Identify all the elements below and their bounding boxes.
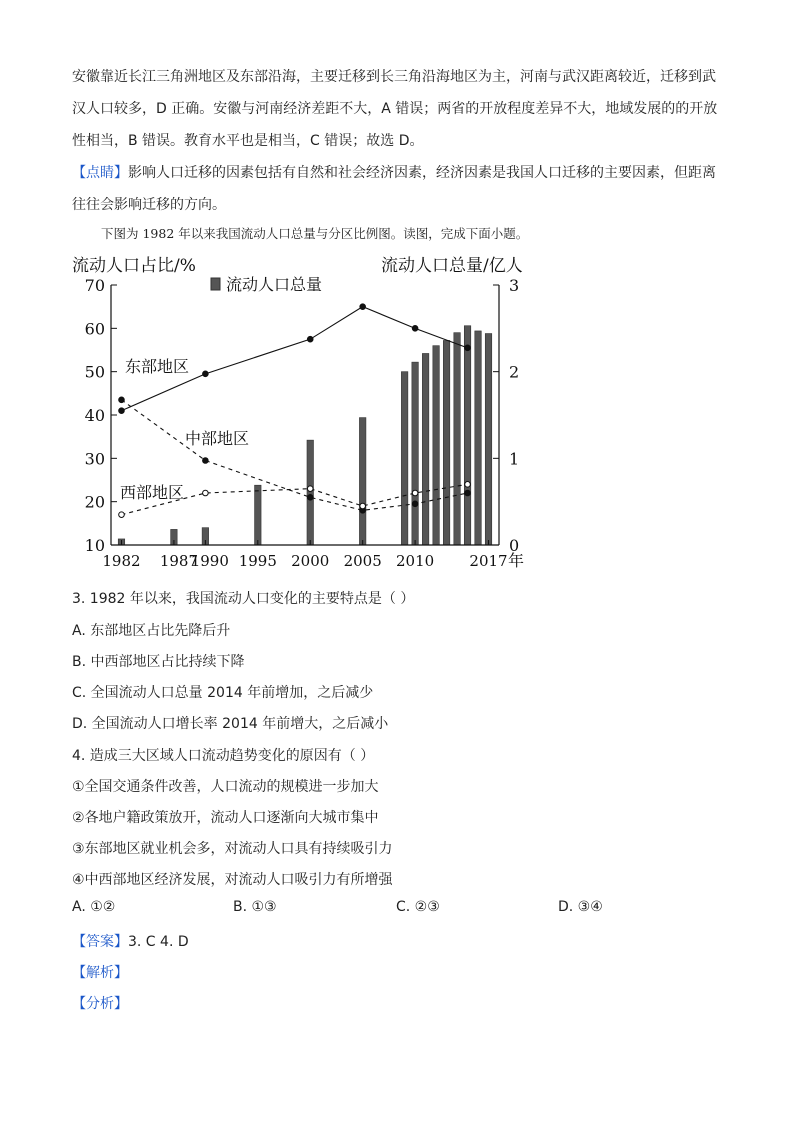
series-2-point-1 xyxy=(203,490,209,496)
q3-option-a[interactable]: A. 东部地区占比先降后升 xyxy=(72,623,231,639)
bar-2016 xyxy=(475,331,482,545)
bar-2014 xyxy=(454,333,461,545)
population-chart xyxy=(68,250,538,578)
series-2-point-5 xyxy=(465,482,471,488)
series-label-1: 中部地区 xyxy=(185,429,250,448)
bar-2000 xyxy=(307,440,314,545)
series-0-point-2 xyxy=(307,336,313,342)
bar-2015 xyxy=(464,326,471,545)
series-1-point-0 xyxy=(119,397,125,403)
bar-2005 xyxy=(359,418,366,545)
left-tick-label-70: 70 xyxy=(84,276,105,295)
q3-option-d[interactable]: D. 全国流动人口增长率 2014 年前增大，之后减小 xyxy=(72,716,389,732)
q3-option-c[interactable]: C. 全国流动人口总量 2014 年前增加，之后减少 xyxy=(72,685,374,701)
series-0-point-0 xyxy=(119,408,125,414)
tip-body: 影响人口迁移的因素包括有自然和社会经济因素，经济因素是我国人口迁移的主要因素，但距离往往会影响迁移的方向。 xyxy=(72,165,716,213)
right-tick-label-0: 0 xyxy=(509,536,520,555)
series-2-point-4 xyxy=(412,490,418,496)
left-tick-label-20: 20 xyxy=(84,492,105,512)
left-tick-label-40: 40 xyxy=(84,406,105,425)
bar-2013 xyxy=(443,340,450,545)
right-tick-label-1: 1 xyxy=(509,449,520,469)
x-tick-label-2000: 2000 xyxy=(291,552,330,570)
x-tick-label-2017: 2017 xyxy=(469,552,508,570)
bar-2009 xyxy=(401,372,408,545)
tip-tag: 【点睛】 xyxy=(72,165,128,181)
legend-label: 流动人口总量 xyxy=(226,275,323,294)
bar-1995 xyxy=(255,485,261,545)
fenxi-heading: 【分析】 xyxy=(72,996,128,1012)
bar-2011 xyxy=(422,353,429,545)
series-label-0: 东部地区 xyxy=(125,357,190,376)
x-tick-label-1995: 1995 xyxy=(238,552,277,570)
series-1-point-5 xyxy=(465,490,471,496)
x-tick-label-1987: 1987 xyxy=(159,552,199,570)
left-tick-label-30: 30 xyxy=(84,449,105,469)
series-label-2: 西部地区 xyxy=(120,483,185,502)
q4-option-c[interactable]: C. ②③ xyxy=(396,899,440,915)
left-tick-label-50: 50 xyxy=(84,362,105,382)
x-axis-unit: 年 xyxy=(508,551,525,570)
series-2-point-0 xyxy=(119,512,125,518)
series-2-point-2 xyxy=(307,486,313,492)
x-tick-label-2010: 2010 xyxy=(396,552,435,570)
q4-option-b[interactable]: B. ①③ xyxy=(233,899,277,915)
left-tick-label-10: 10 xyxy=(84,536,105,555)
left-axis-title: 流动人口占比/% xyxy=(72,256,196,276)
q3-option-b[interactable]: B. 中西部地区占比持续下降 xyxy=(72,654,245,670)
series-1-point-4 xyxy=(412,501,418,507)
bar-2012 xyxy=(433,346,440,545)
q4-statement-4: ④中西部地区经济发展，对流动人口吸引力有所增强 xyxy=(72,872,393,888)
figure-intro: 下图为 1982 年以来我国流动人口总量与分区比例图。读图，完成下面小题。 xyxy=(101,226,529,241)
bar-2017 xyxy=(485,334,492,545)
answer-tag: 【答案】 xyxy=(72,934,128,950)
legend-swatch xyxy=(211,278,220,290)
bar-2010 xyxy=(412,362,419,545)
question-3: 3. 1982 年以来，我国流动人口变化的主要特点是（ ） xyxy=(72,591,415,607)
q4-statement-1: ①全国交通条件改善，人口流动的规模进一步加大 xyxy=(72,779,379,795)
series-2-point-3 xyxy=(360,503,366,509)
series-1-point-2 xyxy=(307,495,313,501)
q4-option-a[interactable]: A. ①② xyxy=(72,899,116,915)
series-0-point-3 xyxy=(360,304,366,310)
right-axis-title: 流动人口总量/亿人 xyxy=(381,256,523,276)
right-tick-label-3: 3 xyxy=(509,276,520,295)
x-tick-label-1990: 1990 xyxy=(190,552,229,570)
tip-paragraph xyxy=(72,157,724,221)
x-tick-label-1982: 1982 xyxy=(102,552,141,570)
series-0-point-1 xyxy=(203,371,209,377)
analysis-heading: 【解析】 xyxy=(72,965,128,981)
q4-option-d[interactable]: D. ③④ xyxy=(558,899,603,915)
answer-value: 3. C 4. D xyxy=(128,934,189,950)
q4-statement-3: ③东部地区就业机会多，对流动人口具有持续吸引力 xyxy=(72,841,393,857)
left-tick-label-60: 60 xyxy=(84,319,105,339)
right-tick-label-2: 2 xyxy=(509,362,520,382)
explanation-paragraph: 安徽靠近长江三角洲地区及东部沿海，主要迁移到长三角沿海地区为主，河南与武汉距离较近，迁移到武汉人口较多，D 正确。安徽与河南经济差距不大，A 错误；两省的开放程度差异不大，地域发展的的开放性相当，B 错误。教育水平也是相当，C 错误；故选 D。 xyxy=(72,69,718,149)
series-0-point-5 xyxy=(465,345,471,351)
question-4: 4. 造成三大区域人口流动趋势变化的原因有（ ） xyxy=(72,748,375,764)
answer-line xyxy=(72,931,189,951)
series-1-point-1 xyxy=(203,458,209,464)
q4-statement-2: ②各地户籍政策放开，流动人口逐渐向大城市集中 xyxy=(72,810,379,826)
series-0-point-4 xyxy=(412,326,418,332)
x-tick-label-2005: 2005 xyxy=(343,552,382,570)
